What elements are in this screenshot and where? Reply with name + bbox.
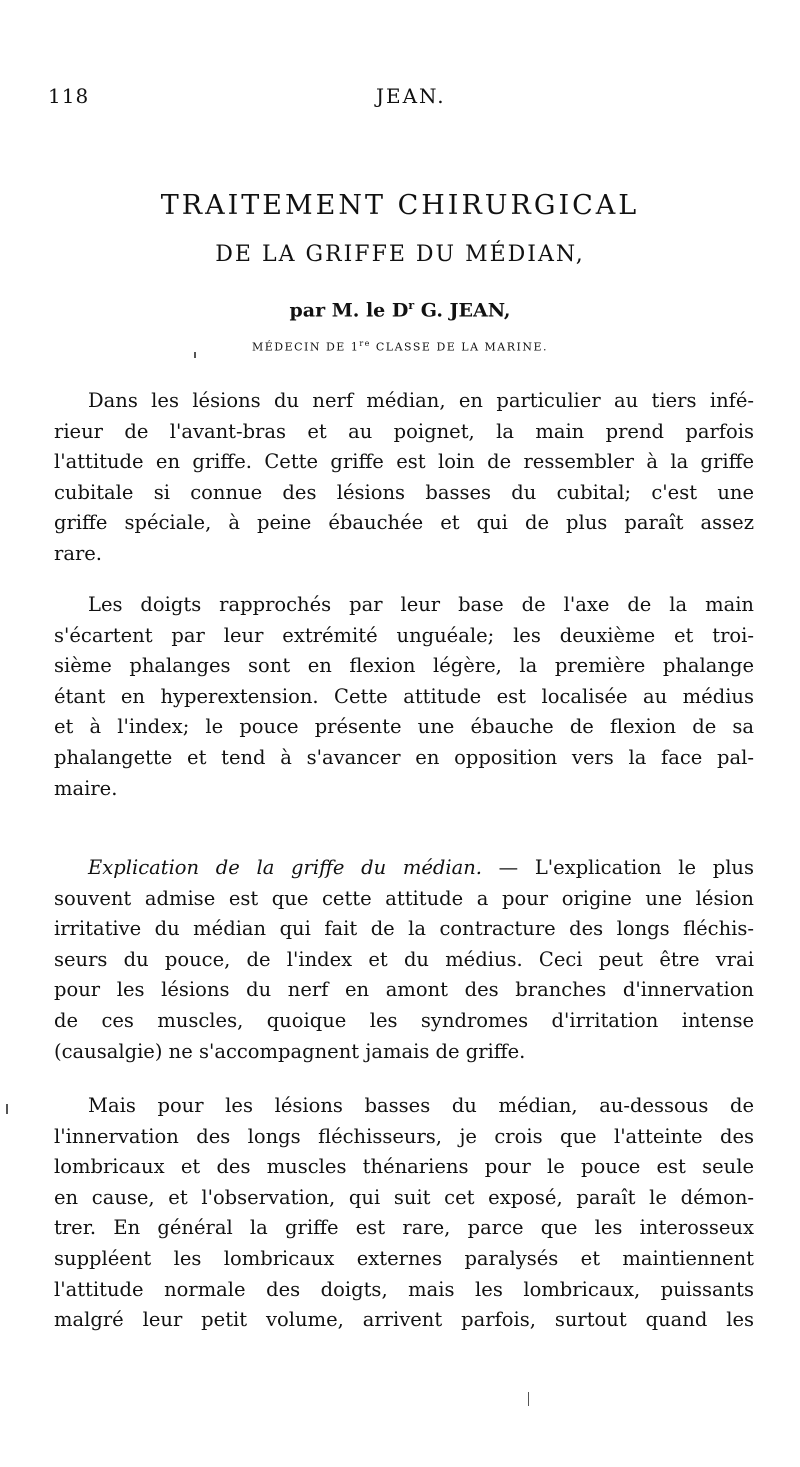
byline-prefix: par M. le D — [289, 299, 409, 322]
text-line: l'innervation des longs fléchisseurs, je crois que l'atteinte des — [54, 1124, 754, 1148]
author-byline — [0, 299, 800, 321]
text-line: Les doigts rapprochés par leur base de l'axe de la main — [88, 593, 754, 616]
text-line: Dans les lésions du nerf médian, en particulier au tiers infé- — [88, 389, 754, 412]
text-line: malgré leur petit volume, arrivent parfois, surtout quand les — [54, 1308, 754, 1332]
running-title: JEAN. — [376, 84, 446, 108]
text-line: et à l'index; le pouce présente une ébauche de flexion de sa — [54, 715, 754, 739]
article-title-line-2: DE LA GRIFFE DU MÉDIAN, — [215, 242, 585, 267]
text-line: (causalgie) ne s'accompagnent jamais de griffe. — [54, 1039, 526, 1063]
byline-superscript: r — [408, 299, 415, 312]
text-line: suppléent les lombricaux externes paralysés et maintiennent — [54, 1246, 754, 1270]
text-line-rest: — L'explication le plus — [481, 856, 754, 879]
text-line: rieur de l'avant-bras et au poignet, la main prend parfois — [54, 419, 754, 443]
text-line: trer. En général la griffe est rare, parce que les interosseux — [54, 1216, 754, 1240]
text-line: lombricaux et des muscles thénariens pour le pouce est seule — [54, 1155, 754, 1179]
text-line: seurs du pouce, de l'index et du médius. Ceci peut être vrai — [54, 947, 754, 971]
text-line: en cause, et l'observation, qui suit cet exposé, paraît le démon- — [54, 1185, 754, 1209]
paragraph-2 — [54, 590, 754, 804]
text-line: sième phalanges sont en flexion légère, la première phalange — [54, 654, 754, 678]
byline-author-name: G. JEAN, — [414, 299, 511, 322]
scan-speck — [528, 1392, 529, 1406]
scan-speck — [6, 1104, 8, 1114]
text-line: phalangette et tend à s'avancer en opposition vers la face pal- — [54, 745, 754, 769]
page-number: 118 — [48, 84, 90, 108]
text-line: s'écartent par leur extrémité unguéale; les deuxième et troi- — [54, 623, 754, 647]
paragraph-1 — [54, 386, 754, 570]
text-line: cubitale si connue des lésions basses du cubital; c'est une — [54, 480, 754, 504]
affiliation-suffix: CLASSE DE LA MARINE. — [370, 340, 549, 354]
affiliation-prefix: MÉDECIN DE 1 — [251, 340, 360, 354]
text-line — [54, 853, 754, 884]
text-line: l'attitude en griffe. Cette griffe est loin de ressembler à la griffe — [54, 450, 754, 474]
text-line: souvent admise est que cette attitude a pour origine une lésion — [54, 886, 754, 910]
text-line: de ces muscles, quoique les syndromes d'irritation intense — [54, 1008, 754, 1032]
text-line: Mais pour les lésions basses du médian, au-dessous de — [88, 1094, 754, 1117]
text-line: griffe spéciale, à peine ébauchée et qui de plus paraît assez — [54, 511, 754, 535]
section-run-in-heading: Explication de la griffe du médian. — [88, 856, 482, 879]
paragraph-3 — [54, 853, 754, 1067]
text-line: pour les lésions du nerf en amont des branches d'innervation — [54, 978, 754, 1002]
text-line: irritative du médian qui fait de la contracture des longs fléchis- — [54, 917, 754, 941]
paragraph-4 — [54, 1091, 754, 1336]
author-affiliation — [0, 339, 800, 354]
text-line: l'attitude normale des doigts, mais les lombricaux, puissants — [54, 1277, 754, 1301]
article-title-line-1: TRAITEMENT CHIRURGICAL — [160, 190, 640, 221]
text-line: étant en hyperextension. Cette attitude est localisée au médius — [54, 684, 754, 708]
text-line: maire. — [54, 776, 118, 800]
scan-speck — [194, 352, 196, 358]
running-head — [48, 84, 752, 112]
affiliation-superscript: re — [359, 339, 371, 348]
text-line: rare. — [54, 541, 103, 565]
